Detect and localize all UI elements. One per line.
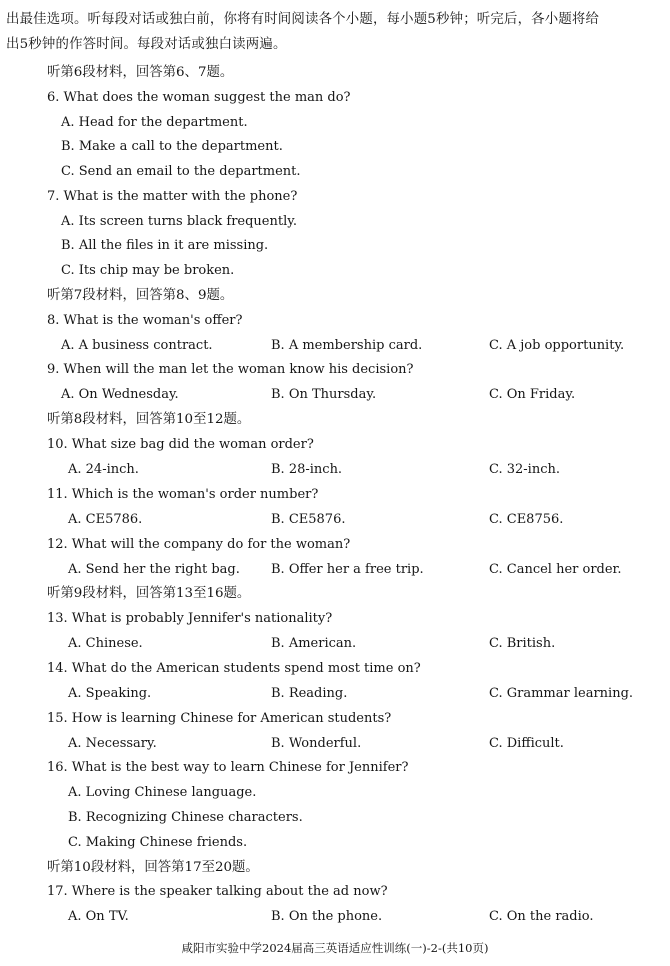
question-10-option-a[interactable]: A. 24-inch. [68, 462, 139, 477]
intro-line-2: 出5秒钟的作答时间。每段对话或独白读两遍。 [6, 37, 287, 52]
section-heading-10: 听第10段材料，回答第17至20题。 [47, 860, 259, 875]
question-8-stem: 8. What is the woman's offer? [47, 313, 243, 328]
question-9-stem: 9. When will the man let the woman know his decision? [47, 362, 414, 377]
question-17-option-a[interactable]: A. On TV. [68, 909, 129, 924]
question-6-option-a[interactable]: A. Head for the department. [61, 115, 248, 130]
question-10-stem: 10. What size bag did the woman order? [47, 437, 314, 452]
question-9-option-a[interactable]: A. On Wednesday. [61, 387, 179, 402]
question-16-option-b[interactable]: B. Recognizing Chinese characters. [68, 810, 303, 825]
question-8-option-b[interactable]: B. A membership card. [271, 338, 423, 353]
question-12-option-a[interactable]: A. Send her the right bag. [68, 562, 240, 577]
question-13-option-c[interactable]: C. British. [489, 636, 556, 651]
question-17-stem: 17. Where is the speaker talking about the ad now? [47, 884, 388, 899]
section-heading-7: 听第7段材料，回答第8、9题。 [47, 288, 234, 303]
question-15-option-a[interactable]: A. Necessary. [68, 736, 157, 751]
question-6-stem: 6. What does the woman suggest the man do? [47, 90, 351, 105]
question-9-option-b[interactable]: B. On Thursday. [271, 387, 377, 402]
question-15-option-b[interactable]: B. Wonderful. [271, 736, 362, 751]
question-11-option-b[interactable]: B. CE5876. [271, 512, 346, 527]
question-16-stem: 16. What is the best way to learn Chinese for Jennifer? [47, 760, 409, 775]
question-13-stem: 13. What is probably Jennifer's nationality? [47, 611, 333, 626]
question-7-option-c[interactable]: C. Its chip may be broken. [61, 263, 235, 278]
question-14-option-a[interactable]: A. Speaking. [68, 686, 152, 701]
question-11-option-a[interactable]: A. CE5786. [68, 512, 143, 527]
question-7-option-b[interactable]: B. All the files in it are missing. [61, 238, 269, 253]
section-heading-8: 听第8段材料，回答第10至12题。 [47, 412, 251, 427]
page-footer: 咸阳市实验中学2024届高三英语适应性训练(一)-2-(共10页) [181, 941, 489, 955]
question-12-option-c[interactable]: C. Cancel her order. [489, 562, 622, 577]
question-11-option-c[interactable]: C. CE8756. [489, 512, 564, 527]
question-7-stem: 7. What is the matter with the phone? [47, 189, 298, 204]
question-14-option-b[interactable]: B. Reading. [271, 686, 348, 701]
intro-line-1: 出最佳选项。听每段对话或独白前，你将有时间阅读各个小题，每小题5秒钟；听完后，各小题将给 [6, 12, 600, 27]
question-16-option-a[interactable]: A. Loving Chinese language. [68, 785, 257, 800]
question-7-option-a[interactable]: A. Its screen turns black frequently. [61, 214, 297, 229]
question-12-option-b[interactable]: B. Offer her a free trip. [271, 562, 424, 577]
question-13-option-a[interactable]: A. Chinese. [68, 636, 143, 651]
question-6-option-c[interactable]: C. Send an email to the department. [61, 164, 301, 179]
question-14-stem: 14. What do the American students spend most time on? [47, 661, 421, 676]
section-heading-9: 听第9段材料，回答第13至16题。 [47, 586, 251, 601]
question-6-option-b[interactable]: B. Make a call to the department. [61, 139, 283, 154]
question-8-option-a[interactable]: A. A business contract. [61, 338, 213, 353]
question-12-stem: 12. What will the company do for the woman? [47, 537, 351, 552]
question-11-stem: 11. Which is the woman's order number? [47, 487, 319, 502]
question-10-option-b[interactable]: B. 28-inch. [271, 462, 343, 477]
question-16-option-c[interactable]: C. Making Chinese friends. [68, 835, 248, 850]
question-14-option-c[interactable]: C. Grammar learning. [489, 686, 634, 701]
question-8-option-c[interactable]: C. A job opportunity. [489, 338, 625, 353]
question-10-option-c[interactable]: C. 32-inch. [489, 462, 560, 477]
question-13-option-b[interactable]: B. American. [271, 636, 357, 651]
question-15-stem: 15. How is learning Chinese for American students? [47, 711, 392, 726]
question-17-option-c[interactable]: C. On the radio. [489, 909, 594, 924]
question-15-option-c[interactable]: C. Difficult. [489, 736, 564, 751]
question-17-option-b[interactable]: B. On the phone. [271, 909, 383, 924]
section-heading-6: 听第6段材料，回答第6、7题。 [47, 65, 234, 80]
question-9-option-c[interactable]: C. On Friday. [489, 387, 576, 402]
